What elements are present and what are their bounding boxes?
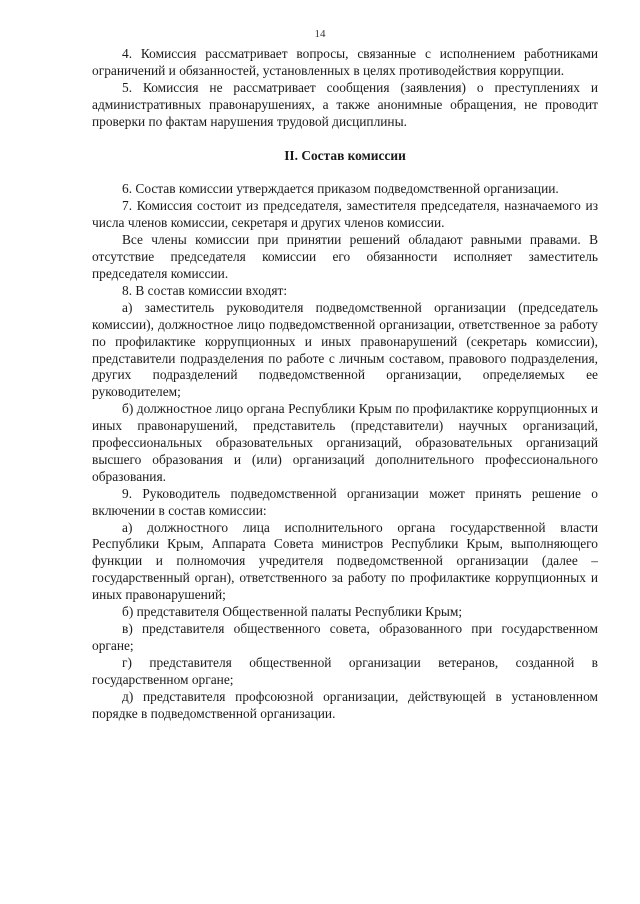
paragraph-8b: б) должностное лицо органа Республики Крым по профилактике коррупционных и иных правонарушений, представитель (представители) научных организаций, профессиональных образовательных организаций, образовательных организаций высшего образования и (или) организаций дополнительного профессионального образования.: [92, 401, 598, 484]
paragraph-9b: б) представителя Общественной палаты Республики Крым;: [122, 604, 463, 620]
paragraph-5: 5. Комиссия не рассматривает сообщения (заявления) о преступлениях и административных правонарушениях, а также анонимные обращения, не проводит проверки по фактам нарушения трудовой дисциплины.: [92, 79, 598, 129]
paragraph-8a: а) заместитель руководителя подведомственной организации (председатель комиссии), должностное лицо подведомственной организации, ответственное за работу по профилактике коррупционных и иных правонарушений (секретарь комиссии), представители подразделения по работе с личным составом, правового подразделения, других подразделений подведомственной организации, определяемых ее руководителем;: [92, 299, 598, 400]
paragraph-9g: г) представителя общественной организации ветеранов, созданной в государственном органе;: [92, 654, 598, 687]
section-heading: II. Состав комиссии: [284, 147, 406, 163]
paragraph-9d: д) представителя профсоюзной организации, действующей в установленном порядке в подведомственной организации.: [92, 688, 598, 721]
page-number: 14: [314, 28, 326, 40]
paragraph-7: 7. Комиссия состоит из председателя, заместителя председателя, назначаемого из числа членов комиссии, секретаря и других членов комиссии.: [92, 198, 598, 231]
paragraph-9a: а) должностного лица исполнительного органа государственной власти Республики Крым, Аппарата Совета министров Республики Крым, выполняющего функции и полномочия учредителя подведомственной организации (далее – государственный орган), ответственного за работу по профилактике коррупционных и иных правонарушений;: [92, 519, 598, 603]
paragraph-8: 8. В состав комиссии входят:: [122, 282, 288, 298]
paragraph-equal-rights: Все члены комиссии при принятии решений обладают равными правами. В отсутствие председателя комиссии его обязанности исполняет заместитель председателя комиссии.: [92, 232, 598, 281]
document-body: [92, 46, 598, 722]
paragraph-9: 9. Руководитель подведомственной организации может принять решение о включении в состав комиссии:: [92, 485, 598, 518]
paragraph-6: 6. Состав комиссии утверждается приказом подведомственной организации.: [122, 181, 559, 197]
paragraph-4: 4. Комиссия рассматривает вопросы, связанные с исполнением работниками ограничений и обязанностей, установленных в целях противодействия коррупции.: [92, 46, 598, 78]
paragraph-9v: в) представителя общественного совета, образованного при государственном органе;: [92, 621, 598, 653]
